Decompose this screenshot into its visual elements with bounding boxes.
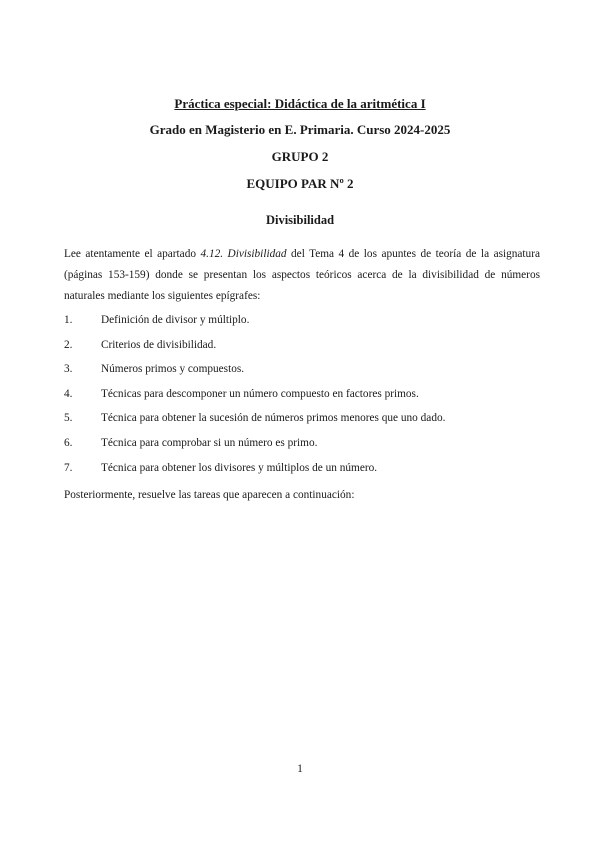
list-item-text: Criterios de divisibilidad.	[101, 338, 217, 351]
epigraph-list	[64, 312, 544, 484]
list-item	[64, 435, 544, 460]
list-item-number: 5.	[64, 412, 73, 425]
closing-paragraph: Posteriormente, resuelve las tareas que aparecen a continuación:	[64, 489, 355, 501]
list-item-text: Técnicas para descomponer un número compuesto en factores primos.	[101, 387, 419, 400]
list-item	[64, 460, 544, 485]
intro-paragraph	[64, 244, 540, 307]
list-item-number: 1.	[64, 314, 73, 326]
intro-text-before: Lee atentamente el apartado	[64, 248, 201, 260]
document-title: Práctica especial: Didáctica de la aritmética I	[174, 96, 426, 111]
list-item-number: 6.	[64, 436, 73, 449]
list-item	[64, 312, 544, 337]
list-item	[64, 361, 544, 386]
topic-heading: Divisibilidad	[265, 213, 335, 227]
list-item	[64, 386, 544, 411]
intro-text-after: del Tema 4 de los apuntes de teoría de la asignatura (páginas 153-159) donde se presentan los aspectos teóricos acerca de la divisibilidad de números naturales mediante los siguientes epígrafes:	[64, 248, 540, 302]
team-label: EQUIPO PAR Nº 2	[246, 176, 354, 191]
list-item	[64, 410, 544, 435]
intro-emphasis: 4.12. Divisibilidad	[200, 248, 287, 260]
document-subtitle: Grado en Magisterio en E. Primaria. Curso 2024-2025	[149, 122, 451, 137]
group-label: GRUPO 2	[271, 149, 329, 164]
list-item-text: Técnica para obtener la sucesión de números primos menores que uno dado.	[101, 412, 446, 425]
list-item-text: Técnica para comprobar si un número es primo.	[101, 436, 318, 449]
list-item-number: 4.	[64, 387, 73, 400]
list-item-text: Números primos y compuestos.	[101, 363, 245, 376]
list-item-text: Definición de divisor y múltiplo.	[101, 314, 250, 326]
list-item-text: Técnica para obtener los divisores y múltiplos de un número.	[101, 461, 378, 474]
list-item-number: 3.	[64, 363, 73, 376]
page-number: 1	[297, 763, 303, 775]
list-item	[64, 337, 544, 362]
list-item-number: 2.	[64, 338, 73, 351]
list-item-number: 7.	[64, 461, 73, 474]
